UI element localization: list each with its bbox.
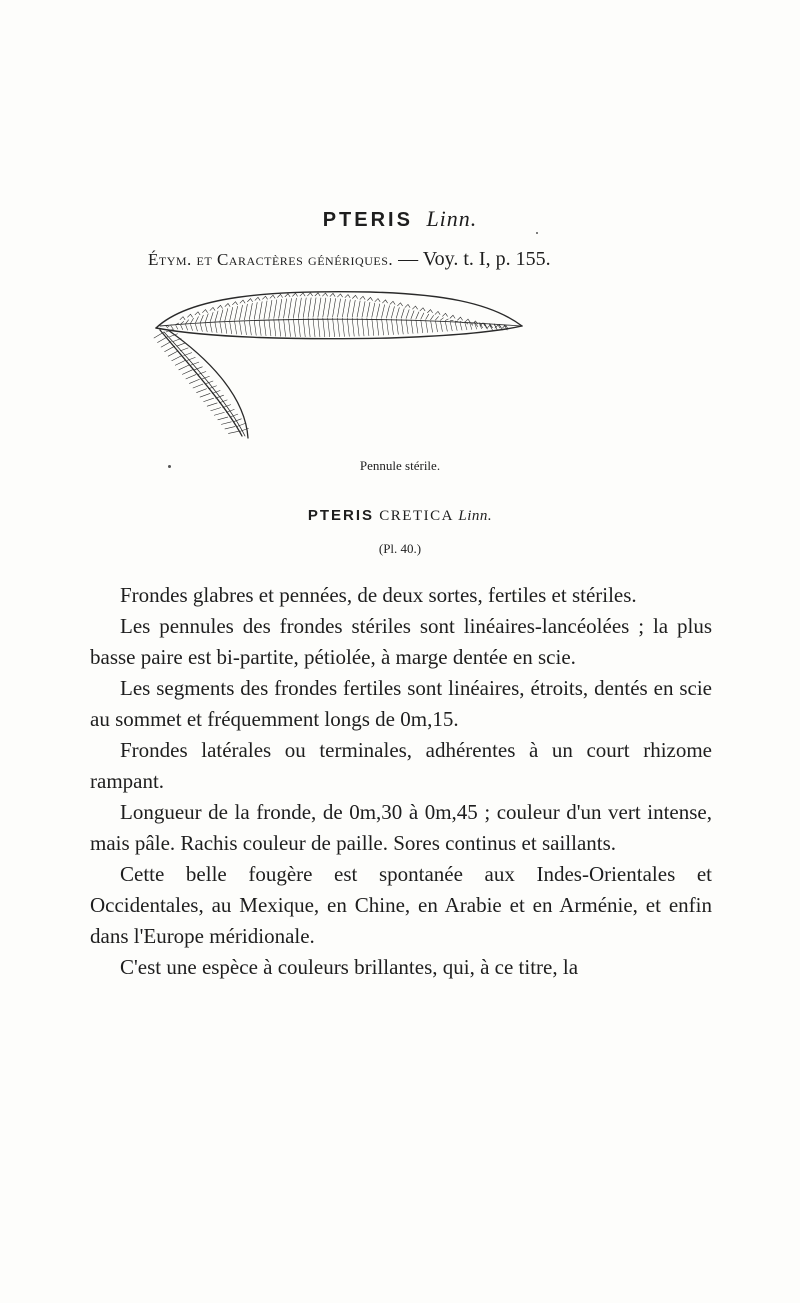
etymology-reference: — Voy. t. I, p. 155. [398,248,551,270]
etymology-line [148,246,708,273]
paragraph: Les segments des frondes fertiles sont linéaires, étroits, dentés en scie au sommet et fréquemment longs de 0m,15. [90,676,712,731]
print-speck [536,232,538,234]
etymology-prefix: Étym. et Caractères génériques. [148,250,394,269]
description-text [90,580,712,983]
paragraph: Frondes latérales ou terminales, adhérentes à un court rhizome rampant. [90,738,712,793]
plate-reference: (Pl. 40.) [378,541,422,556]
paragraph: Cette belle fougère est spontanée aux Indes-Orientales et Occidentales, au Mexique, en Chine, en Arabie et en Arménie, et enfin dans l'Europe méridionale. [90,862,712,948]
genus-name: PTERIS [322,209,413,231]
print-speck [168,465,171,468]
paragraph: Longueur de la fronde, de 0m,30 à 0m,45 ; couleur d'un vert intense, mais pâle. Rachis couleur de paille. Sores continus et saillants. [90,800,712,855]
species-epithet: CRETICA [379,508,454,524]
paragraph: C'est une espèce à couleurs brillantes, qui, à ce titre, la [120,955,579,979]
paragraph: Frondes glabres et pennées, de deux sortes, fertiles et stériles. [120,583,637,607]
paragraph: Les pennules des frondes stériles sont linéaires-lancéolées ; la plus basse paire est bi-partite, pétiolée, à marge dentée en scie. [90,614,712,669]
species-authority: Linn. [458,508,493,524]
species-genus: PTERIS [307,507,375,524]
genus-heading [0,205,800,234]
sterile-pinnule-illustration [150,276,530,456]
figure-caption: Pennule stérile. [359,458,441,473]
species-heading [0,507,800,525]
genus-authority: Linn. [426,206,478,231]
